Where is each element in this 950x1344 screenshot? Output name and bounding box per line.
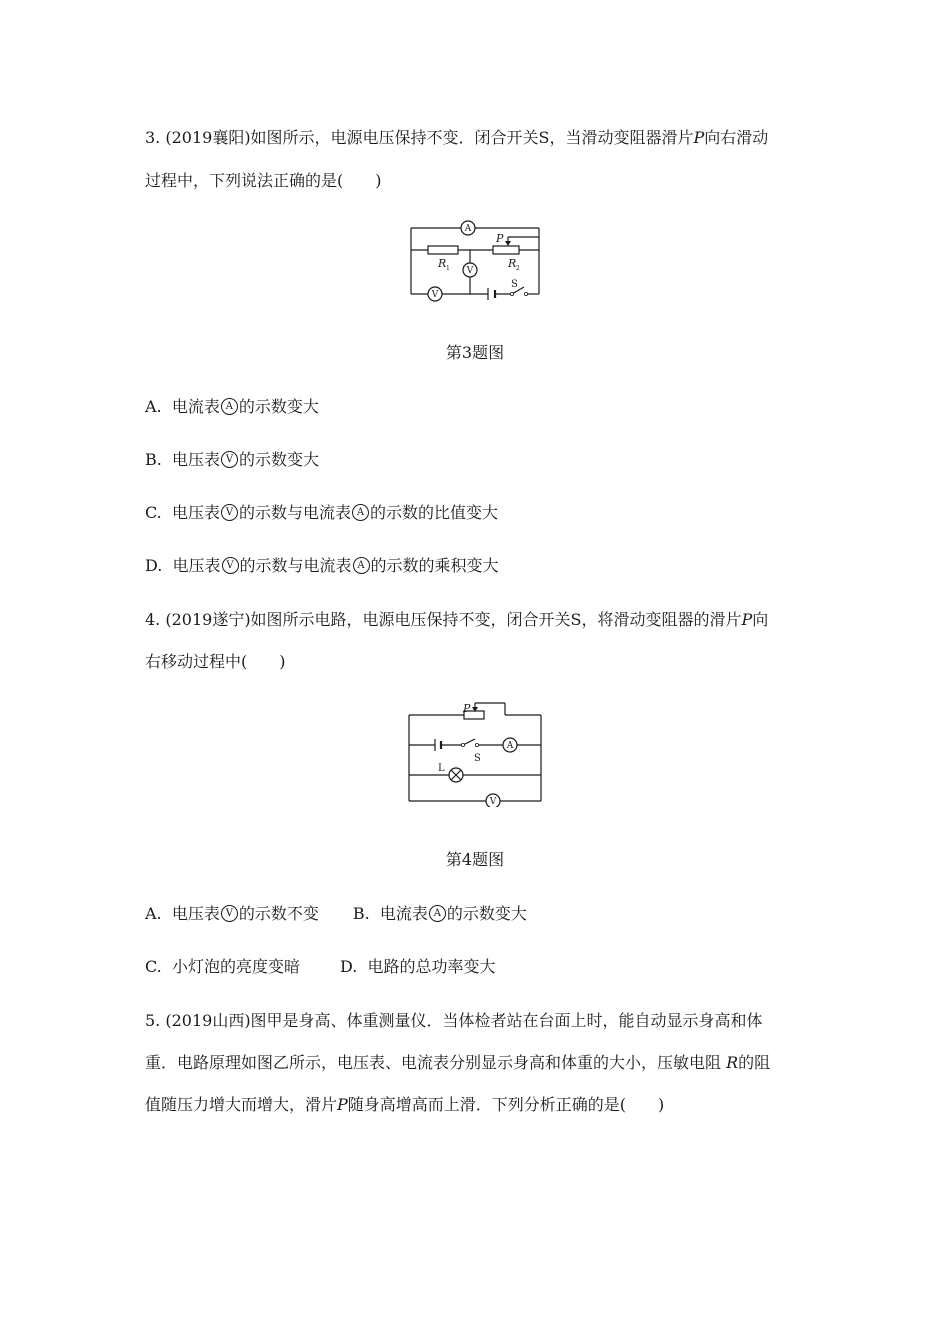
q3-stem-line1: 3. (2019襄阳)如图所示，电源电压保持不变．闭合开关S，当滑动变阻器滑片P向右滑动 [145,128,769,147]
switch-label: S [511,279,518,290]
r1-label: R [438,257,447,270]
q4-option-b[interactable]: B. 电流表 A 的示数变大 [352,904,527,923]
q4-stem-line2: 右移动过程中( ) [145,652,286,671]
q4-stem-line1: 4. (2019遂宁)如图所示电路，电源电压保持不变，闭合开关S，将滑动变阻器的滑片P向 [145,610,769,629]
ammeter-icon: A [352,504,369,521]
voltmeter-icon: V [221,905,238,922]
slider-p-label: P [496,232,504,245]
voltmeter-icon: V [222,557,239,574]
q5-stem-line1: 5. (2019山西)图甲是身高、体重测量仪．当体检者站在台面上时，能自动显示身高和体 [145,1011,763,1030]
ammeter-icon: A [429,905,446,922]
q4-option-a[interactable]: A. 电压表 V 的示数不变 [145,904,319,923]
voltmeter-icon: V [221,504,238,521]
switch-label: S [474,753,481,764]
q3-option-c[interactable]: C. 电压表 V 的示数与电流表 A 的示数的比值变大 [145,503,498,522]
voltmeter-bottom-label: V [431,290,439,300]
q4-option-c[interactable]: C. 小灯泡的亮度变暗 [145,957,300,976]
q4-option-d[interactable]: D. 电路的总功率变大 [339,957,496,976]
r2-label: R [508,257,517,270]
ammeter-icon: A [221,398,238,415]
q5-stem-line2: 重．电路原理如图乙所示，电压表、电流表分别显示身高和体重的大小，压敏电阻 R的阻 [145,1053,771,1072]
q3-option-a[interactable]: A. 电流表 A 的示数变大 [145,397,319,416]
q4-circuit-diagram [400,695,550,807]
voltmeter-icon: V [221,451,238,468]
resistor-r2 [493,246,519,254]
q4-options-row1 [145,904,527,924]
q4-options-row2 [145,957,495,977]
r1-subscript: 1 [446,265,450,272]
q5-stem-line3: 值随压力增大而增大，滑片P随身高增高而上滑．下列分析正确的是( ) [145,1095,665,1114]
q3-option-b[interactable]: B. 电压表 V 的示数变大 [145,450,320,469]
slider-p-label: P [463,702,471,715]
q3-option-d[interactable]: D. 电压表 V 的示数与电流表 A 的示数的乘积变大 [145,556,499,575]
voltmeter-label: V [489,797,497,807]
q4-figure-caption: 第4题图 [445,850,505,869]
q3-stem-line2: 过程中，下列说法正确的是( ) [145,171,382,190]
q3-circuit-diagram [400,210,550,304]
resistor-r1 [428,246,458,254]
ammeter-label: A [506,741,514,751]
voltmeter-label: V [466,266,474,276]
ammeter-label: A [464,224,472,234]
ammeter-icon: A [353,557,370,574]
q3-figure-caption: 第3题图 [445,343,505,362]
r2-subscript: 2 [516,265,520,272]
lamp-label: L [438,763,445,774]
